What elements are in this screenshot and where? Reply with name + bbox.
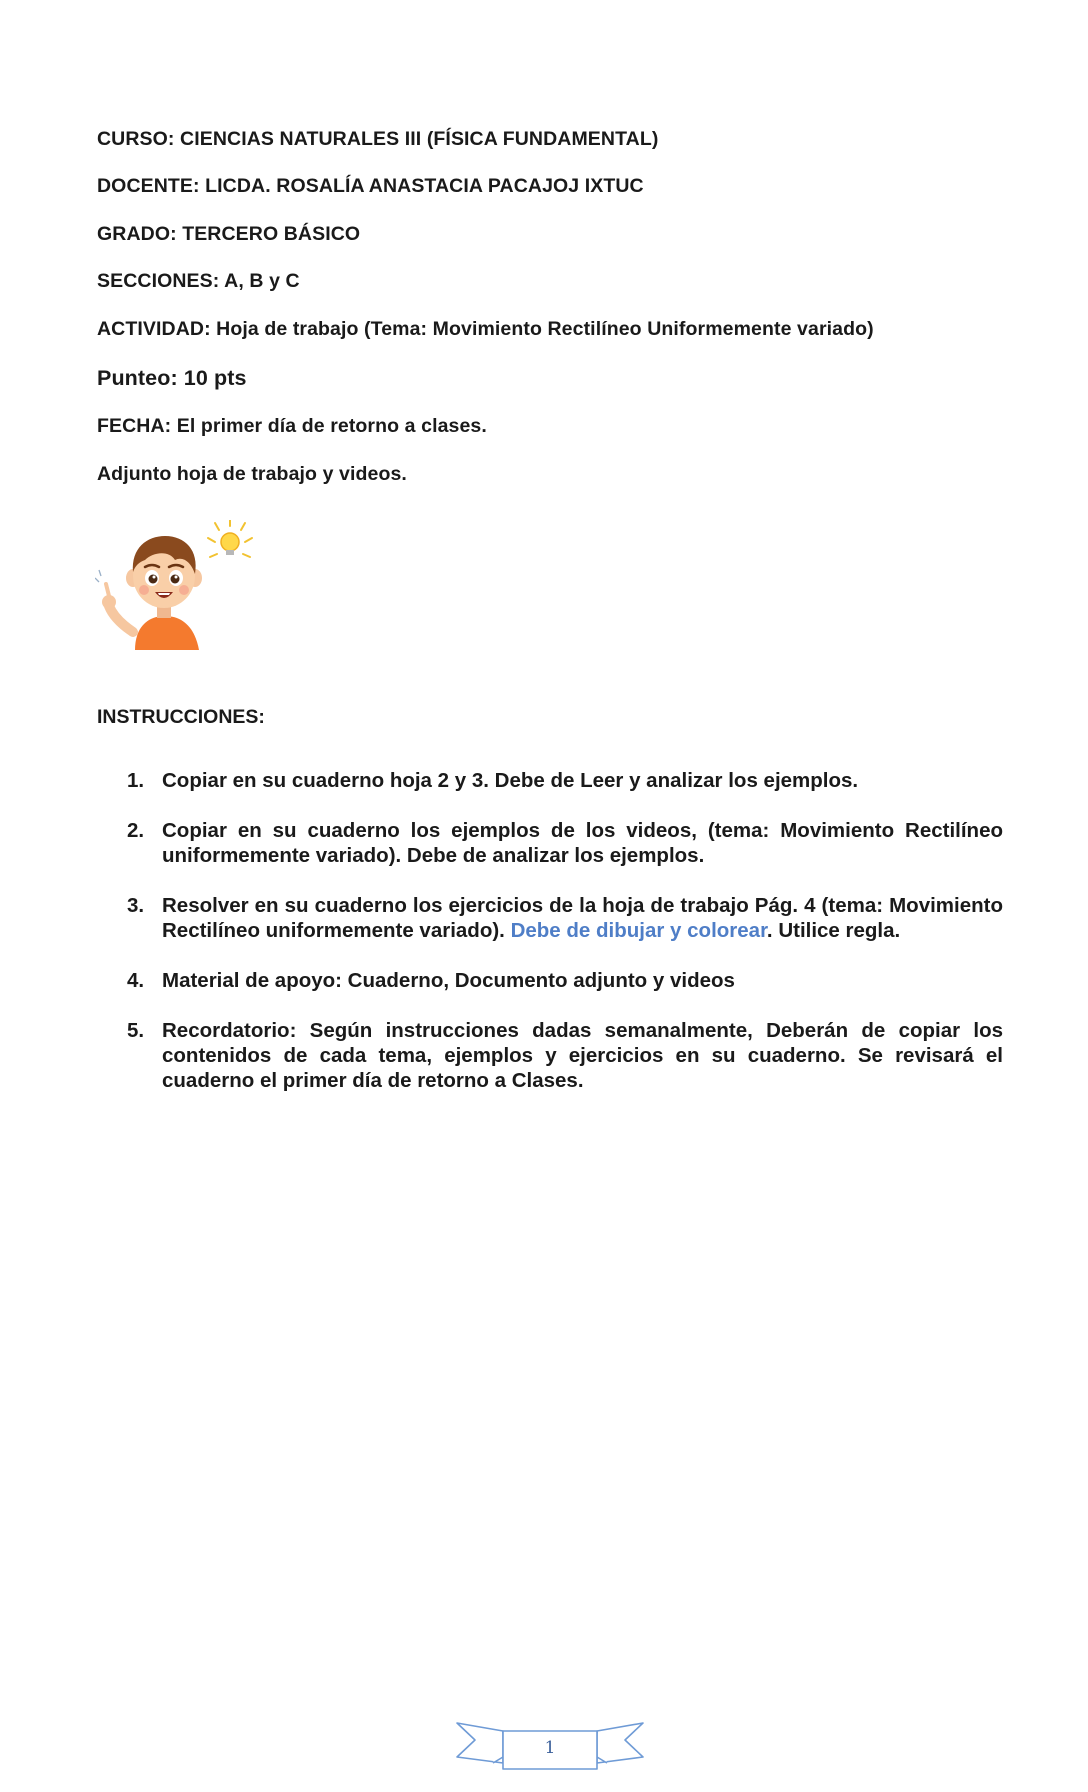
instructions-list — [127, 768, 1003, 1118]
instructions-title: INSTRUCCIONES: — [97, 706, 265, 728]
attachment-line: Adjunto hoja de trabajo y videos. — [97, 463, 407, 485]
instruction-number: 4. — [127, 969, 145, 992]
course-line: CURSO: CIENCIAS NATURALES III (FÍSICA FUNDAMENTAL) — [97, 128, 659, 150]
instruction-text: Resolver en su cuaderno los ejercicios de la hoja de trabajo Pág. 4 (tema: Movimiento Rectilíneo uniformemente variado). — [162, 894, 1003, 942]
instruction-item — [127, 768, 1003, 793]
instruction-number: 3. — [127, 894, 145, 917]
activity-line: ACTIVIDAD: Hoja de trabajo (Tema: Movimiento Rectilíneo Uniformemente variado) — [97, 318, 874, 340]
instruction-number: 5. — [127, 1019, 145, 1042]
instruction-number: 1. — [127, 769, 145, 792]
score-line: Punteo: 10 pts — [97, 366, 247, 390]
instruction-text: Recordatorio: Según instrucciones dadas semanalmente, Deberán de copiar los contenidos de cada tema, ejemplos y ejercicios en su cuaderno. Se revisará el cuaderno el primer día de retorno a Clases. — [162, 1019, 1003, 1092]
instruction-text: Copiar en su cuaderno los ejemplos de los videos, (tema: Movimiento Rectilíneo uniformemente variado). Debe de analizar los ejemplos. — [162, 819, 1003, 867]
child-with-lightbulb-icon — [95, 520, 255, 650]
instruction-item — [127, 968, 1003, 993]
grade-line: GRADO: TERCERO BÁSICO — [97, 223, 361, 245]
instruction-item — [127, 893, 1003, 943]
instruction-text-end: . Utilice regla. — [766, 919, 901, 942]
page-footer — [455, 1717, 645, 1775]
sections-line: SECCIONES: A, B y C — [97, 270, 300, 292]
instruction-text: Material de apoyo: Cuaderno, Documento adjunto y videos — [162, 969, 735, 992]
instruction-item — [127, 1018, 1003, 1093]
instruction-item — [127, 818, 1003, 868]
instruction-text: Copiar en su cuaderno hoja 2 y 3. Debe de Leer y analizar los ejemplos. — [162, 769, 859, 792]
teacher-line: DOCENTE: LICDA. ROSALÍA ANASTACIA PACAJOJ IXTUC — [97, 175, 644, 197]
page-number: 1 — [544, 1738, 556, 1758]
highlighted-instruction: Debe de dibujar y colorear — [510, 919, 767, 942]
instruction-number: 2. — [127, 819, 145, 842]
date-line: FECHA: El primer día de retorno a clases. — [97, 415, 487, 437]
